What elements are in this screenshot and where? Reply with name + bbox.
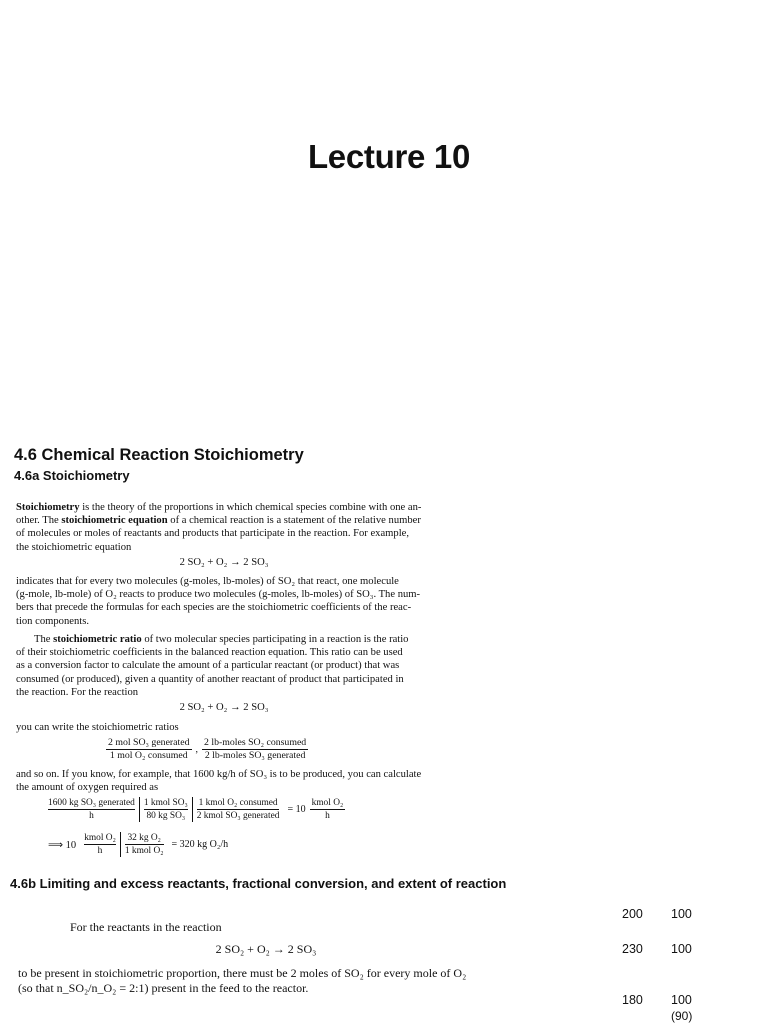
chain-cell xyxy=(121,832,168,857)
section-b-heading: 4.6b Limiting and excess reactants, fractional conversion, and extent of reaction xyxy=(10,876,507,891)
conversion-chain xyxy=(44,797,283,822)
text: other. The xyxy=(16,515,62,527)
excerpt-paragraph-2 xyxy=(16,575,432,628)
text: consumed (or produced), given a quantity of another reactant of product that participated in xyxy=(16,673,404,685)
chain-cell xyxy=(80,832,120,857)
side-number: 230 xyxy=(622,942,643,956)
section-b-equation: 2 SO₂ + O₂ → 2 SO₃ xyxy=(215,942,317,956)
chain-cell xyxy=(44,797,139,822)
text: the reaction. For the reaction xyxy=(16,686,139,698)
oxygen-calculation xyxy=(44,797,345,822)
side-number: 180 xyxy=(622,993,643,1007)
stoichiometric-equation-2: 2 SO₂ + O₂ → 2 SO₃ xyxy=(179,702,269,713)
excerpt-paragraph-5 xyxy=(16,768,432,794)
text: of two molecular species participating in a reaction is the ratio xyxy=(141,634,409,645)
fraction-numerator: 2 lb-moles SO₂ consumed xyxy=(204,737,307,748)
excerpt-paragraph-1 xyxy=(16,501,432,554)
ratio-fraction xyxy=(106,737,192,762)
section-b-line-3: (so that n_SO₂/n_O₂ = 2:1) present in the feed to the reactor. xyxy=(18,981,309,995)
side-number-note: (90) xyxy=(671,1009,693,1023)
text: bers that precede the formulas for each species are the stoichiometric coefficients of the reac- xyxy=(16,602,412,614)
text: is the theory of the proportions in which chemical species combine with one an- xyxy=(79,502,422,513)
fraction-denominator: 2 lb-moles SO₃ generated xyxy=(204,750,306,761)
chain-numerator: 1600 kg SO₃ generated xyxy=(48,798,135,808)
chain-numerator: 1 kmol O₂ consumed xyxy=(198,798,278,808)
separator: , xyxy=(195,744,198,755)
page-title: Lecture 10 xyxy=(307,138,471,175)
conversion-chain xyxy=(80,832,167,857)
chain-denominator: h xyxy=(89,811,94,821)
stoichiometric-ratios xyxy=(106,737,308,762)
oxygen-mass-calculation xyxy=(48,832,228,857)
equals-sign: = 10 xyxy=(287,804,306,815)
fraction-numerator: 2 mol SO₃ generated xyxy=(108,737,190,748)
chain-denominator: 2 kmol SO₃ generated xyxy=(196,811,280,821)
text: as a conversion factor to calculate the amount of a particular reactant (or product) that was xyxy=(16,660,400,672)
term-stoichiometry: Stoichiometry xyxy=(16,502,80,513)
text: of a chemical reaction is a statement of the relative number xyxy=(167,515,421,527)
text: The xyxy=(34,634,54,645)
fraction-denominator: h xyxy=(325,811,330,821)
side-number: 100 xyxy=(671,907,692,921)
stoichiometric-equation: 2 SO₂ + O₂ → 2 SO₃ xyxy=(179,557,269,568)
subsection-heading: 4.6a Stoichiometry xyxy=(14,468,130,483)
excerpt-paragraph-3 xyxy=(16,633,432,699)
text: (g-mole, lb-mole) of O₂ reacts to produce two molecules (g-moles, lb-moles) of SO₃. The num- xyxy=(16,589,421,601)
chain-denominator: 80 kg SO₃ xyxy=(146,811,186,821)
result-text: = 320 kg O₂/h xyxy=(171,839,229,850)
term-stoichiometric-ratio: stoichiometric ratio xyxy=(53,634,142,645)
text: the stoichiometric equation xyxy=(16,541,132,553)
term-stoichiometric-equation: stoichiometric equation xyxy=(61,515,168,527)
side-number: 100 xyxy=(671,993,692,1007)
fraction-denominator: 1 mol O₂ consumed xyxy=(109,750,188,761)
result-fraction xyxy=(310,797,346,822)
chain-numerator: 32 kg O₂ xyxy=(125,832,164,845)
side-number: 100 xyxy=(671,942,692,956)
text: of their stoichiometric coefficients in the balanced reaction equation. This ratio can be used xyxy=(16,647,403,659)
chain-numerator: kmol O₂ xyxy=(84,833,116,843)
fraction-numerator: kmol O₂ xyxy=(311,798,344,808)
text: the amount of oxygen required as xyxy=(16,782,159,794)
ratio-fraction xyxy=(202,737,308,762)
text: of molecules or moles of reactants and products that participate in the reaction. For example, xyxy=(16,528,410,540)
text: tion components. xyxy=(16,615,89,627)
section-b-line-2: to be present in stoichiometric proportion, there must be 2 moles of SO₂ for every mole of O₂ xyxy=(18,966,467,980)
text: and so on. If you know, for example, that 1600 kg/h of SO₃ is to be produced, you can calculate xyxy=(16,769,422,780)
implies-arrow: ⟹ 10 xyxy=(48,839,77,851)
section-heading: 4.6 Chemical Reaction Stoichiometry xyxy=(14,446,304,464)
excerpt-paragraph-4: you can write the stoichiometric ratios xyxy=(16,722,179,733)
text: indicates that for every two molecules (g-moles, lb-moles) of SO₂ that react, one molecule xyxy=(16,576,399,587)
chain-cell xyxy=(193,797,284,822)
section-b-line-1: For the reactants in the reaction xyxy=(70,920,222,934)
chain-numerator: 1 kmol SO₃ xyxy=(143,798,188,808)
chain-denominator: h xyxy=(97,846,103,856)
chain-cell xyxy=(140,797,192,822)
chain-denominator: 1 kmol O₂ xyxy=(124,846,164,856)
side-number: 200 xyxy=(622,907,643,921)
